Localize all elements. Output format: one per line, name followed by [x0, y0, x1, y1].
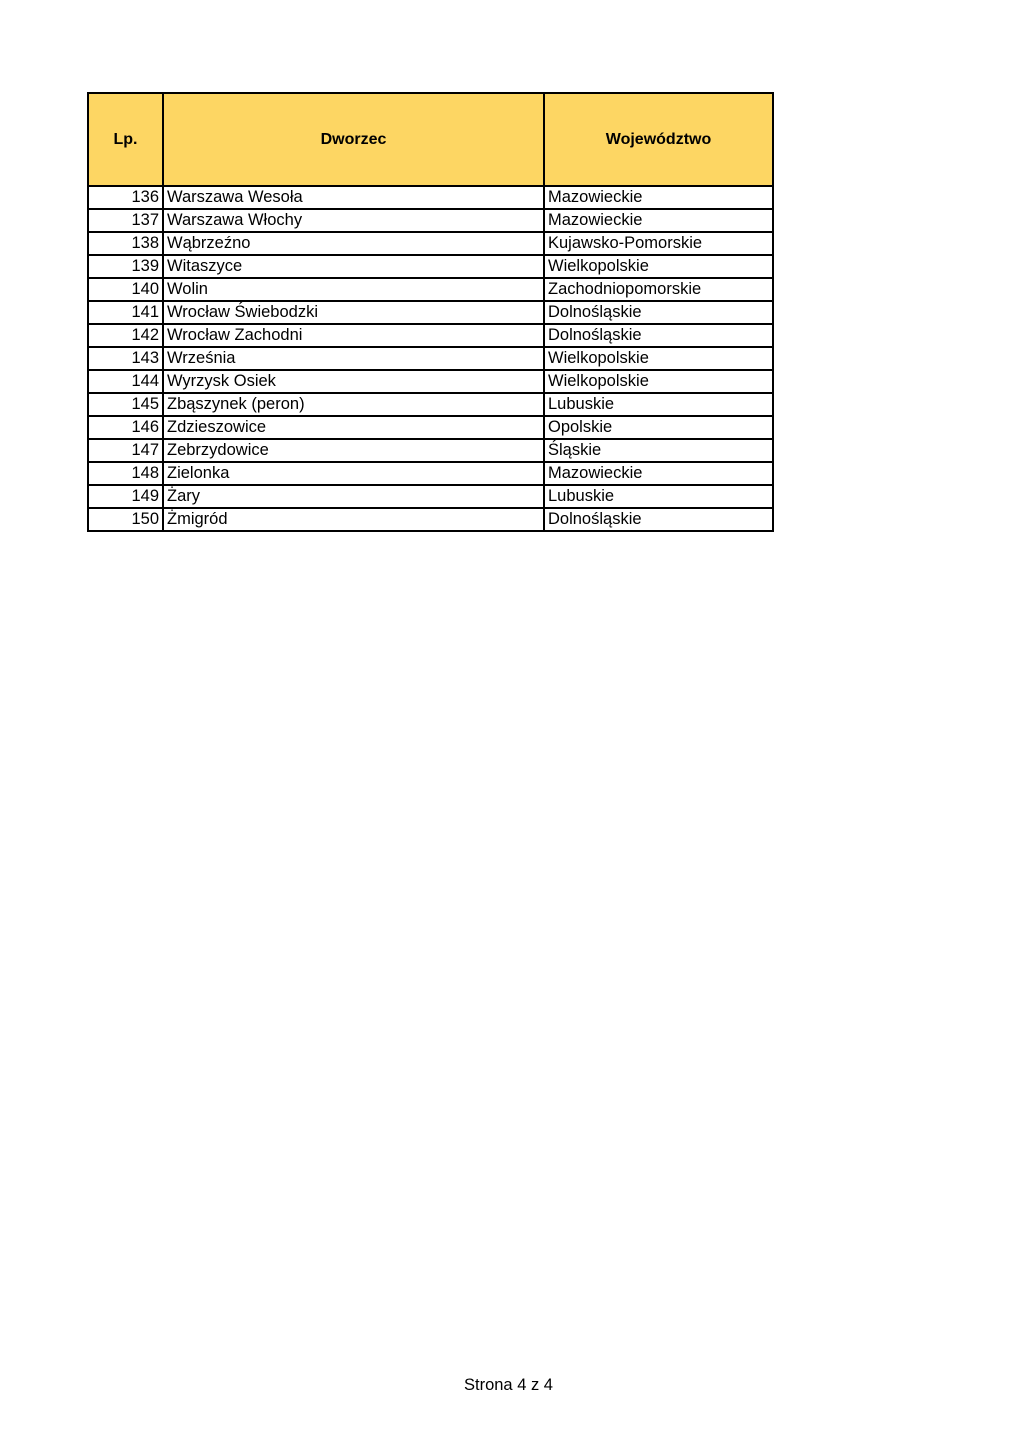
- header-station: Dworzec: [163, 93, 544, 186]
- cell-voivodeship: Mazowieckie: [544, 209, 773, 232]
- cell-lp: 137: [88, 209, 163, 232]
- cell-lp: 149: [88, 485, 163, 508]
- header-lp: Lp.: [88, 93, 163, 186]
- page-number-footer: Strona 4 z 4: [464, 1376, 553, 1394]
- table-row: [88, 232, 773, 255]
- cell-voivodeship: Mazowieckie: [544, 462, 773, 485]
- stations-table: [87, 92, 774, 532]
- header-voivodeship: Województwo: [544, 93, 773, 186]
- cell-lp: 141: [88, 301, 163, 324]
- table-row: [88, 324, 773, 347]
- cell-station: Zbąszynek (peron): [163, 393, 544, 416]
- cell-voivodeship: Wielkopolskie: [544, 347, 773, 370]
- cell-voivodeship: Lubuskie: [544, 393, 773, 416]
- cell-lp: 143: [88, 347, 163, 370]
- table-row: [88, 301, 773, 324]
- table-row: [88, 186, 773, 209]
- cell-station: Wąbrzeźno: [163, 232, 544, 255]
- cell-voivodeship: Dolnośląskie: [544, 301, 773, 324]
- table-row: [88, 485, 773, 508]
- cell-station: Żary: [163, 485, 544, 508]
- cell-lp: 147: [88, 439, 163, 462]
- table-header-row: [88, 93, 773, 186]
- table-row: [88, 278, 773, 301]
- cell-voivodeship: Lubuskie: [544, 485, 773, 508]
- cell-lp: 142: [88, 324, 163, 347]
- cell-voivodeship: Opolskie: [544, 416, 773, 439]
- cell-station: Wrocław Świebodzki: [163, 301, 544, 324]
- cell-voivodeship: Kujawsko-Pomorskie: [544, 232, 773, 255]
- cell-lp: 138: [88, 232, 163, 255]
- cell-station: Zielonka: [163, 462, 544, 485]
- cell-lp: 146: [88, 416, 163, 439]
- table-row: [88, 462, 773, 485]
- cell-voivodeship: Mazowieckie: [544, 186, 773, 209]
- cell-voivodeship: Wielkopolskie: [544, 370, 773, 393]
- cell-lp: 139: [88, 255, 163, 278]
- table-row: [88, 393, 773, 416]
- cell-voivodeship: Zachodniopomorskie: [544, 278, 773, 301]
- cell-voivodeship: Śląskie: [544, 439, 773, 462]
- stations-table-container: [87, 92, 774, 532]
- cell-station: Zdzieszowice: [163, 416, 544, 439]
- cell-lp: 136: [88, 186, 163, 209]
- cell-station: Witaszyce: [163, 255, 544, 278]
- cell-station: Wyrzysk Osiek: [163, 370, 544, 393]
- cell-lp: 150: [88, 508, 163, 531]
- cell-station: Warszawa Włochy: [163, 209, 544, 232]
- cell-lp: 148: [88, 462, 163, 485]
- table-row: [88, 209, 773, 232]
- table-row: [88, 370, 773, 393]
- cell-voivodeship: Wielkopolskie: [544, 255, 773, 278]
- table-row: [88, 347, 773, 370]
- cell-lp: 140: [88, 278, 163, 301]
- cell-voivodeship: Dolnośląskie: [544, 324, 773, 347]
- cell-station: Wolin: [163, 278, 544, 301]
- cell-station: Wrocław Zachodni: [163, 324, 544, 347]
- table-row: [88, 255, 773, 278]
- cell-lp: 144: [88, 370, 163, 393]
- table-row: [88, 439, 773, 462]
- cell-station: Żmigród: [163, 508, 544, 531]
- cell-station: Warszawa Wesoła: [163, 186, 544, 209]
- table-row: [88, 416, 773, 439]
- cell-voivodeship: Dolnośląskie: [544, 508, 773, 531]
- cell-station: Września: [163, 347, 544, 370]
- cell-lp: 145: [88, 393, 163, 416]
- cell-station: Zebrzydowice: [163, 439, 544, 462]
- table-row: [88, 508, 773, 531]
